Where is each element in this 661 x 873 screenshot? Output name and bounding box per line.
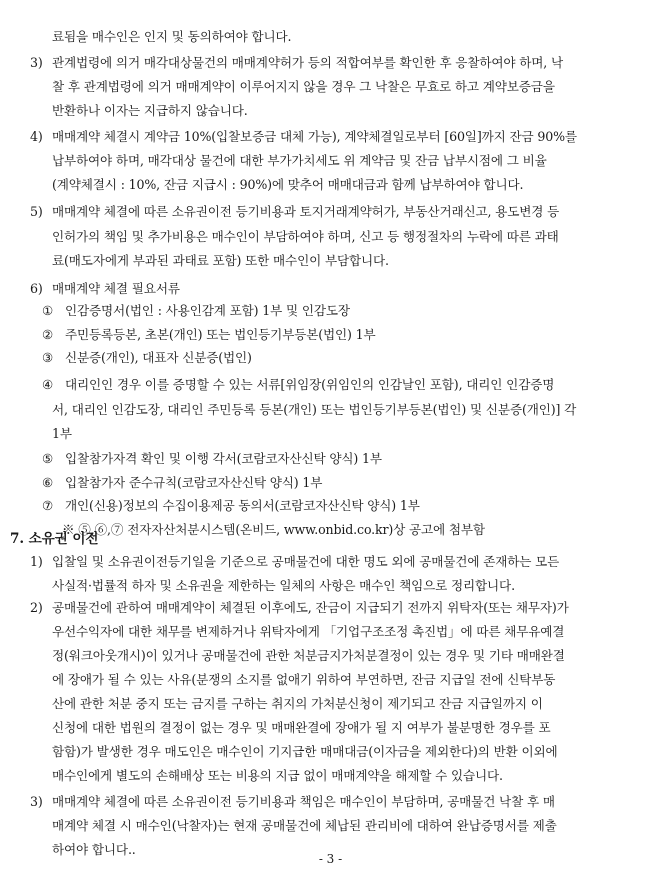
document-line: 대리인인 경우 이를 증명할 수 있는 서류[위임장(위임인의 인감날인 포함), 대리인 인감증명 [65, 377, 555, 392]
paragraph-line: 료(매도자에게 부과된 과태료 포함) 또한 매수인이 부담합니다. [52, 253, 389, 268]
paragraph-line: 반환하나 이자는 지급하지 않습니다. [52, 103, 248, 118]
paragraph-line: 매계약 체결 시 매수인(낙찰자)는 현재 공매물건에 체납된 관리비에 대하여 완납증명서를 제출 [52, 818, 557, 833]
document-line: 개인(신용)정보의 수집이용제공 동의서(코람코자산신탁 양식) 1부 [65, 498, 420, 513]
document-number: ③ [42, 350, 54, 365]
document-line: 인감증명서(법인 : 사용인감계 포함) 1부 및 인감도장 [65, 303, 350, 318]
item-number: 5) [30, 204, 43, 219]
paragraph-line: 하여야 합니다.. [52, 842, 136, 857]
paragraph-line: 산에 관한 처분 중지 또는 금지를 구하는 취지의 가처분신청이 제기되고 잔금 지급일까지 이 [52, 696, 543, 711]
document-number: ⑥ [42, 475, 54, 490]
paragraph-line: 우선수익자에 대한 채무를 변제하거나 위탁자에게 「기업구조조정 촉진법」에 따른 채무유예결 [52, 624, 565, 639]
section-heading: 7. 소유권 이전 [10, 531, 99, 547]
document-line: 주민등록등본, 초본(개인) 또는 법인등기부등본(법인) 1부 [65, 327, 376, 342]
document-line: 입찰참가자 준수규칙(코람코자산신탁 양식) 1부 [65, 475, 323, 490]
document-number: ① [42, 303, 54, 318]
paragraph-line: 에 장애가 될 수 있는 사유(분쟁의 소지를 없애기 위하여 부연하면, 잔금 지급일 전에 신탁부동 [52, 672, 556, 687]
paragraph-line: 매수인에게 별도의 손해배상 또는 비용의 지급 없이 매매계약을 해제할 수 있습니다. [52, 768, 503, 783]
document-line: 1부 [52, 426, 72, 441]
paragraph-line: 신청에 대한 법원의 결정이 없는 경우 및 매매완결에 장애가 될 지 여부가 불분명한 경우를 포 [52, 720, 551, 735]
paragraph-line: 사실적·법률적 하자 및 소유권을 제한하는 일체의 사항은 매수인 책임으로 정리합니다. [52, 578, 515, 593]
document-number: ② [42, 327, 54, 342]
paragraph-line: 매매계약 체결에 따른 소유권이전 등기비용과 책임은 매수인이 부담하며, 공매물건 낙찰 후 매 [52, 794, 555, 809]
document-number: ⑤ [42, 451, 54, 466]
paragraph-line: 매매계약 체결에 따른 소유권이전 등기비용과 토지거래계약허가, 부동산거래신고, 용도변경 등 [52, 204, 560, 219]
item-number: 3) [30, 794, 43, 809]
paragraph-line: 관계법령에 의거 매각대상물건의 매매계약허가 등의 적합여부를 확인한 후 응찰하여야 하며, 낙 [52, 55, 563, 70]
document-number: ⑦ [42, 498, 54, 513]
attachment-note: ※ ⑤,⑥,⑦ 전자자산처분시스템(온비드, www.onbid.co.kr)상 공고에 첨부함 [62, 522, 485, 537]
paragraph-line: 매매계약 체결시 계약금 10%(입찰보증금 대체 가능), 계약체결일로부터 [60일]까지 잔금 90%를 [52, 129, 577, 144]
paragraph-line: 납부하여야 하며, 매각대상 물건에 대한 부가가치세도 위 계약금 및 잔금 납부시점에 그 비율 [52, 153, 547, 168]
paragraph-line: 정(워크아웃개시)이 있거나 공매물건에 관한 처분금지가처분결정이 있는 경우 및 기타 매매완결 [52, 648, 565, 663]
document-line: 입찰참가자격 확인 및 이행 각서(코람코자산신탁 양식) 1부 [65, 451, 382, 466]
item-number: 4) [30, 129, 43, 144]
item-number: 2) [30, 600, 43, 615]
document-line: 서, 대리인 인감도장, 대리인 주민등록 등본(개인) 또는 법인등기부등본(법인) 및 신분증(개인)] 각 [52, 402, 577, 417]
paragraph-line: 매매계약 체결 필요서류 [52, 281, 180, 296]
paragraph-line: 찰 후 관계법령에 의거 매매계약이 이루어지지 않을 경우 그 낙찰은 무효로 하고 계약보증금을 [52, 79, 555, 94]
item-number: 3) [30, 55, 43, 70]
document-line: 신분증(개인), 대표자 신분증(법인) [65, 350, 252, 365]
item-number: 6) [30, 281, 43, 296]
document-number: ④ [42, 377, 54, 392]
page-number: - 3 - [318, 852, 343, 866]
paragraph-line: 함함)가 발생한 경우 매도인은 매수인이 기지급한 매매대금(이자금을 제외한다)의 반환 이외에 [52, 744, 558, 759]
paragraph-line: (계약체결시 : 10%, 잔금 지급시 : 90%)에 맞추어 매매대금과 함께 납부하여야 합니다. [52, 177, 524, 192]
paragraph-line: 입찰일 및 소유권이전등기일을 기준으로 공매물건에 대한 명도 외에 공매물건에 존재하는 모든 [52, 554, 560, 569]
paragraph-line: 인허가의 책임 및 추가비용은 매수인이 부담하여야 하며, 신고 등 행정절차의 누락에 따른 과태 [52, 229, 559, 244]
paragraph-line: 공매물건에 관하여 매매계약이 체결된 이후에도, 잔금이 지급되기 전까지 위탁자(또는 채무자)가 [52, 600, 569, 615]
item-number: 1) [30, 554, 43, 569]
paragraph-line: 료됨을 매수인은 인지 및 동의하여야 합니다. [52, 29, 292, 44]
